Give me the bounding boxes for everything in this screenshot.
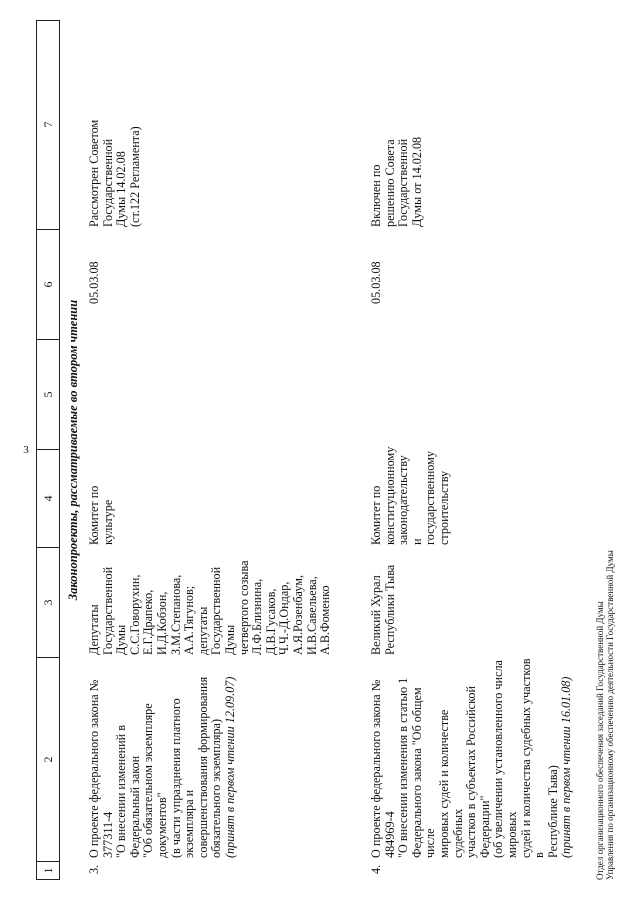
bill-title [370,658,574,858]
bill-title-line: обязательного экземпляра) [209,718,224,858]
initiator-line: Е.Г.Драпеко, [141,589,156,655]
column-header-1: 1 [37,862,59,880]
document-table [36,20,636,880]
initiator-line: А.Я.Розенбаум, [290,574,305,655]
row-number: 4. [369,864,383,874]
initiator-line: Государственной [100,566,115,655]
status-line: решению Совета [382,139,397,227]
section-title: Законопроекты, рассматриваемые во втором чтении [66,299,80,601]
bill-title-line: О проекте федерального закона № 484969-4 [369,679,397,858]
status-line: Думы от 14.02.08 [409,136,424,227]
initiator-line: Д.В.Гусаков, [263,588,278,655]
column-header-2: 2 [37,658,59,862]
bill-title-line: (в части упразднения платного экземпляра и [168,698,197,858]
status [370,22,424,227]
responsible-committee [88,450,115,545]
initiator-line: И.Д.Кобзон, [154,591,169,655]
column-header-4: 4 [37,450,59,548]
date-value: 05.03.08 [369,261,383,304]
initiator-line: Республики Тыва [382,564,397,655]
footer-line: Управления по организационному обеспечению деятельности Государственной Думы [605,550,615,880]
bill-title-line: "О внесении изменений в Федеральный закон [114,725,142,858]
bill-title-line: судей и количества судебных участков в [518,658,547,858]
header-right-border [37,20,59,21]
initiator-line: С.С.Говорухин, [127,574,142,655]
committee-line: Комитет по [87,485,101,545]
column-header-6: 6 [37,230,59,340]
initiator-line: Великий Хурал [369,575,383,655]
status-line: Думы 14.02.08 [114,151,129,227]
committee-line: государственному [423,451,438,545]
initiator-line: Государственной [209,566,224,655]
column-header-5: 5 [37,340,59,450]
initiator-line: А.В.Фоменко [318,585,333,655]
bill-title-line: Республике Тыва) [545,765,560,858]
responsible-committee [369,446,452,545]
initiators [88,550,333,655]
bill-title-line: участков в субъектах Российской Федерации" [464,685,492,858]
status-line: Государственной [100,138,115,227]
bill-title-line: Федерального закона "Об общем числе [409,687,438,858]
initiator-line: Л.Ф.Близнина, [250,578,265,655]
bill-title-line: "Об обязательном экземпляре документов" [141,703,169,858]
committee-line: строительству [436,470,451,545]
status-line: (ст.122 Регламента) [127,126,142,227]
bill-title-line: (об увеличении установленного числа мировых [491,660,519,858]
date-value: 05.03.08 [87,261,101,304]
committee-line: культуре [100,499,115,545]
bill-title-line: О проекте федерального закона № 377311-4 [87,679,115,858]
initiator-line: И.В.Савельева, [304,576,319,655]
bill-title [88,658,238,858]
initiator-line: Ч.Ч.-Д.Ондар, [277,581,292,655]
initiator-line: депутаты [195,606,210,655]
initiator-line: Думы [114,624,129,655]
footer-line: Отдел организационного обеспечения заседаний Государственной Думы [595,601,605,880]
bill-title-line: "О внесении изменения в статью 1 [396,677,411,858]
status [88,22,142,227]
row-number: 3. [87,864,101,874]
bill-title-line: совершенствования формирования [195,676,210,858]
footer [595,20,635,880]
initiator-line: четвертого созыва [236,560,251,655]
column-header-7: 7 [37,20,59,230]
committee-line: Комитет по [369,485,383,545]
bill-title-line: мировых судей и количестве судебных [436,709,465,858]
status-line: Рассмотрен Советом [87,119,101,227]
page-number: 3 [23,444,29,456]
column-header-row [36,20,60,880]
initiator-line: А.А.Тягунов; [182,585,197,655]
initiator-line: З.М.Степанова, [168,574,183,655]
first-reading-note: (принят в первом чтении 12.09.07) [222,676,237,858]
status-line: Включен по [369,164,383,227]
initiator-line: Депутаты [87,604,101,655]
first-reading-note: (принят в первом чтении 16.01.08) [559,676,574,858]
committee-line: конституционному [382,446,397,545]
committee-line: законодательству и [396,455,424,545]
column-header-3: 3 [37,548,59,658]
initiator-line: Думы [222,624,237,655]
initiators [370,550,397,655]
status-line: Государственной [396,138,411,227]
